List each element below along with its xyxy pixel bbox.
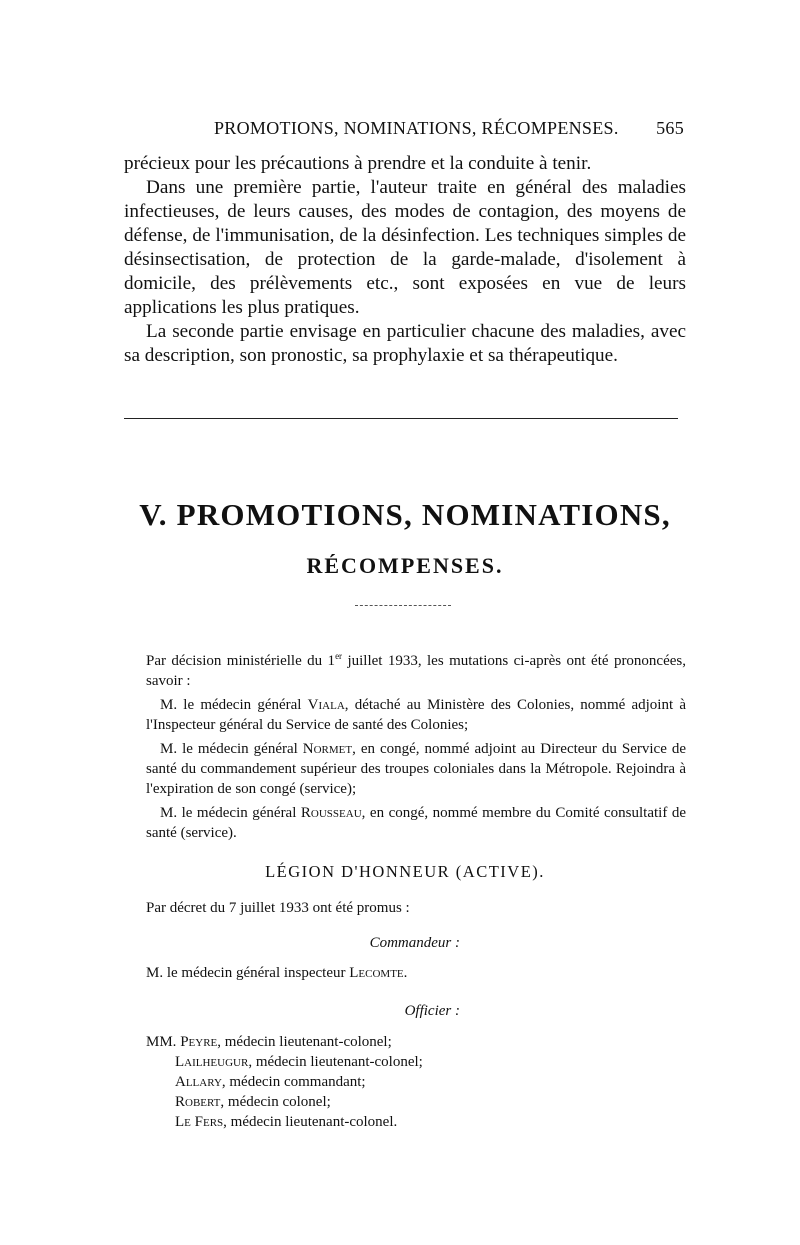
page-number: 565 <box>656 118 684 138</box>
grade-label-officier: Officier : <box>404 1003 460 1019</box>
list-item <box>146 1072 686 1092</box>
intro-paragraph: Dans une première partie, l'auteur traite en général des maladies infectieuses, de leurs causes, des modes de contagion, des moyens de défense, de l'immunisation, de la désinfection. Les techniques simples de désinsectisation, de protection de la garde-malade, d'isolement à domicile, des prélèvements etc., sont exposées en vue de leurs applications les plus pratiques. <box>124 177 686 318</box>
person-name: Lecomte <box>349 965 404 981</box>
legion-heading: LÉGION D'HONNEUR (ACTIVE). <box>265 862 545 881</box>
ornamental-rule <box>355 605 451 606</box>
grade-label-commandeur: Commandeur : <box>369 935 460 951</box>
commandeur-suffix: . <box>403 965 408 981</box>
commandeur-prefix: M. le médecin général inspecteur <box>146 965 350 981</box>
person-name: Peyre <box>180 1034 218 1050</box>
intro-text <box>124 152 686 368</box>
person-name: Normet <box>302 741 353 757</box>
mutation-entry <box>146 695 686 735</box>
officiers-lead: MM. <box>146 1034 181 1050</box>
person-name: Rousseau <box>300 805 362 821</box>
mutation-text: , en congé, nommé membre du Comité consultatif de santé (service). <box>146 805 686 841</box>
person-name: Viala <box>307 697 345 713</box>
mutation-entry <box>146 803 686 843</box>
mutation-entry <box>146 739 686 799</box>
officier-text: , médecin lieutenant-colonel; <box>248 1054 423 1070</box>
mutation-prefix: M. le médecin général <box>160 741 303 757</box>
person-name: Allary <box>175 1074 222 1090</box>
mutation-text: , en congé, nommé adjoint au Directeur du Service de santé du commandement supérieur des troupes coloniales dans la Métropole. Rejoindra à l'expiration de son congé (service); <box>146 741 686 797</box>
list-item <box>146 1052 686 1072</box>
person-name: Le Fers <box>175 1114 224 1130</box>
officier-text: , médecin commandant; <box>221 1074 366 1090</box>
list-item <box>146 1032 686 1052</box>
person-name: Robert <box>175 1094 221 1110</box>
decision-paragraph <box>146 651 686 691</box>
running-head-title: PROMOTIONS, NOMINATIONS, RÉCOMPENSES. <box>214 118 619 138</box>
officier-text: , médecin lieutenant-colonel. <box>223 1114 398 1130</box>
mutation-text: , détaché au Ministère des Colonies, nommé adjoint à l'Inspecteur général du Service de santé des Colonies; <box>146 697 686 733</box>
decision-text-pre: Par décision ministérielle du 1 <box>146 653 336 669</box>
list-item <box>146 1112 686 1132</box>
section-title: V. PROMOTIONS, NOMINATIONS, <box>139 497 671 532</box>
mutation-prefix: M. le médecin général <box>160 805 301 821</box>
officier-text: , médecin colonel; <box>220 1094 331 1110</box>
decree-line: Par décret du 7 juillet 1933 ont été promus : <box>146 900 410 916</box>
commandeur-entry <box>146 963 407 983</box>
intro-paragraph: précieux pour les précautions à prendre et la conduite à tenir. <box>124 153 592 174</box>
list-item <box>146 1092 686 1112</box>
person-name: Lailheugur <box>175 1054 249 1070</box>
mutation-prefix: M. le médecin général <box>160 697 308 713</box>
officier-list <box>146 1032 686 1132</box>
officier-text: , médecin lieutenant-colonel; <box>217 1034 392 1050</box>
decision-text-post: juillet 1933, les mutations ci-après ont été prononcées, savoir : <box>146 653 686 689</box>
decision-ordinal: er <box>335 651 343 661</box>
mutations-block <box>146 651 686 847</box>
section-divider <box>124 418 678 419</box>
intro-paragraph: La seconde partie envisage en particulier chacune des maladies, avec sa description, son pronostic, sa prophylaxie et sa thérapeutique. <box>124 321 686 366</box>
section-subtitle: RÉCOMPENSES. <box>306 553 504 578</box>
